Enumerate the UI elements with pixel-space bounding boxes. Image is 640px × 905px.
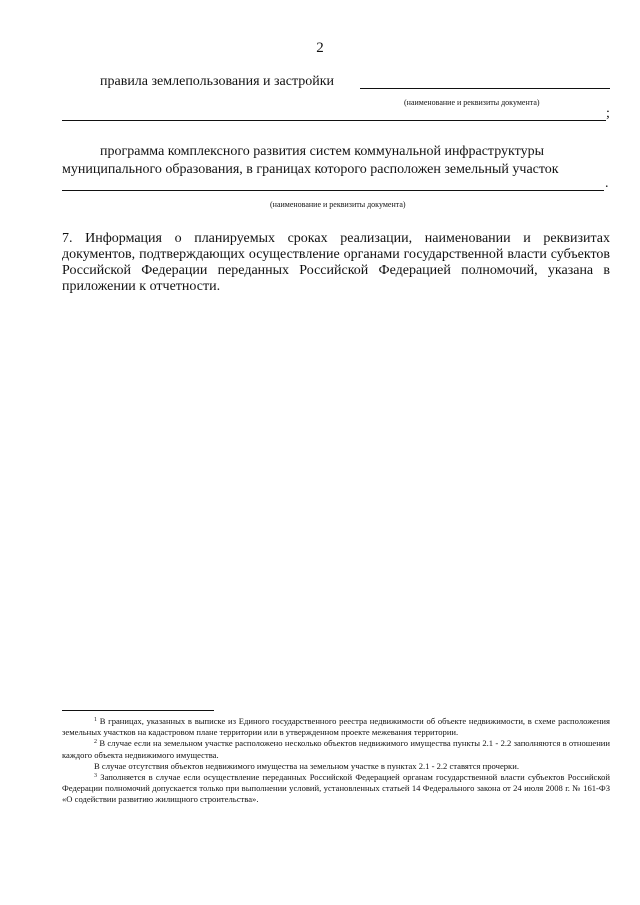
footnote-2-continuation-text: В случае отсутствия объектов недвижимого имущества на земельном участке в пунктах 2.1 - 2.2 ставятся прочерки. bbox=[94, 760, 519, 771]
footnote-3-mark: 3 bbox=[94, 773, 97, 780]
footnote-3 bbox=[62, 772, 610, 806]
program-caption: (наименование и реквизиты документа) bbox=[270, 200, 406, 209]
rules-fill-line-2 bbox=[62, 120, 606, 121]
footnote-2-continuation bbox=[62, 761, 610, 772]
rules-fill-line bbox=[360, 88, 610, 89]
footnote-1-mark: 1 bbox=[94, 717, 97, 723]
footnote-3-text: Заполняется в случае если осуществление переданных Российской Федерацией органам государственной власти субъектов Российской Федерации полномочий допускается только при выполнении условий, установленных статьей 14 Федерального закона от 24 июля 2008 г. № 161-ФЗ «О содействии развитию жилищного строительства». bbox=[62, 772, 610, 805]
page-number: 2 bbox=[316, 40, 324, 56]
rules-label: правила землепользования и застройки bbox=[100, 74, 335, 89]
item-7-text: 7. Информация о планируемых сроках реализации, наименовании и реквизитах документов, подтверждающих осуществление органами государственной власти субъектов Российской Федерации переданных Российской Федерацией полномочий, указана в приложении к отчетности. bbox=[62, 231, 610, 294]
program-fill-line bbox=[62, 190, 604, 191]
program-end-mark: . bbox=[605, 176, 609, 191]
item-7-paragraph bbox=[62, 231, 610, 295]
rules-end-mark: ; bbox=[606, 106, 610, 121]
program-line-2: муниципального образования, в границах которого расположен земельный участок bbox=[62, 162, 559, 177]
rules-caption: (наименование и реквизиты документа) bbox=[404, 98, 540, 107]
footnote-2-mark: 2 bbox=[94, 739, 97, 746]
footnote-1 bbox=[62, 716, 610, 738]
footnote-1-text: В границах, указанных в выписке из Единого государственного реестра недвижимости об объекте недвижимости, в схеме расположения земельных участков на кадастровом плане территории или в утвержденном проекте межевания территории. bbox=[62, 716, 610, 738]
footnote-2 bbox=[62, 738, 610, 760]
footnote-rule bbox=[62, 710, 214, 711]
footnotes bbox=[62, 716, 610, 806]
footnote-2-text: В случае если на земельном участке расположено несколько объектов недвижимого имущества пункты 2.1 - 2.2 заполняются в отношении каждого объекта недвижимого имущества. bbox=[62, 738, 610, 760]
program-line-1: программа комплексного развития систем коммунальной инфраструктуры bbox=[100, 144, 544, 159]
